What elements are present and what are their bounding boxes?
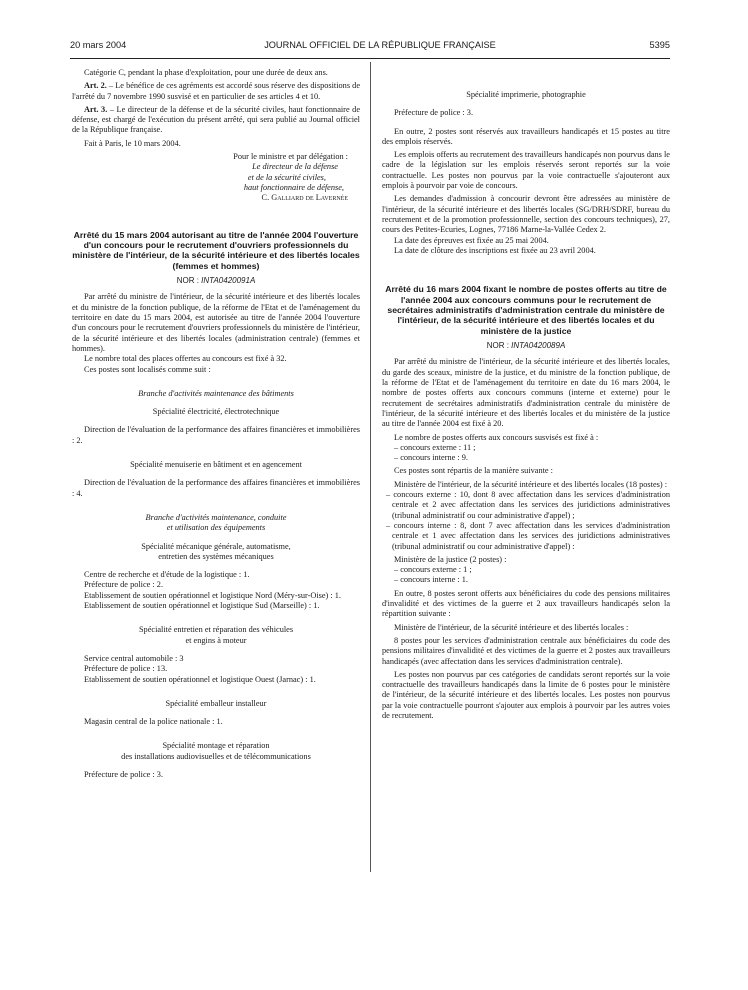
paragraph: Ministère de la justice (2 postes) : — [394, 554, 507, 564]
signature-block — [72, 152, 360, 203]
paragraph: En outre, 8 postes seront offerts aux bénéficiaires du code des pensions militaires d'invalidité et des victimes de la guerre et 2 aux travailleurs handicapés selon la répartition suivante : — [382, 588, 670, 619]
paragraph: Les emplois offerts au recrutement des travailleurs handicapés non pourvus dans le cadre de la législation sur les emplois réservés seront reportés sur la voie contractuelle. Les postes non pourvus par la voie contractuelle s'ajouteront aux emplois à pourvoir par voie de concours. — [382, 150, 670, 191]
paragraph: Ces postes sont localisés comme suit : — [84, 364, 211, 374]
paragraph: Par arrêté du ministre de l'intérieur, de la sécurité intérieure et des libertés locales et du ministre de la fonction publique, de la réforme de l'Etat et de l'aménagement du territoire en date du 15 mars 2004, est autorisée au titre de l'année 2004 l'ouverture d'un concours pour le recrutement d'ouvriers professionnels du ministère de l'intérieur, de la sécurité intérieure et des libertés locales (administration centrale) (femmes et hommes). — [72, 292, 360, 353]
section-heading: Branche d'activités maintenance des bâtiments — [138, 388, 294, 398]
paragraph: Etablissement de soutien opérationnel et logistique Ouest (Jarnac) : 1. — [84, 674, 316, 684]
paragraph: Ministère de l'intérieur, de la sécurité intérieure et des libertés locales : — [394, 622, 629, 632]
specialty-heading: Spécialité emballeur installeur — [165, 698, 267, 708]
page-number: 5395 — [649, 40, 670, 50]
paragraph: Préfecture de police : 3. — [84, 769, 164, 779]
signature-line: Pour le ministre et par délégation : — [233, 152, 348, 162]
journal-title: JOURNAL OFFICIEL DE LA RÉPUBLIQUE FRANÇAISE — [264, 40, 496, 50]
right-column — [382, 68, 670, 721]
nor-label: NOR : — [486, 341, 512, 351]
paragraph: Service central automobile : 3 — [84, 653, 184, 663]
paragraph: Préfecture de police : 13. — [84, 664, 168, 674]
paragraph: Direction de l'évaluation de la performance des affaires financières et immobilières : 2. — [72, 425, 360, 445]
specialty-heading: Spécialité électricité, électrotechnique — [152, 407, 280, 417]
specialty-heading: et engins à moteur — [185, 635, 247, 645]
paragraph: Le nombre total des places offertes au concours est fixé à 32. — [84, 354, 287, 364]
nor-reference — [72, 276, 360, 286]
paragraph: La date des épreuves est fixée au 25 mai 2004. — [394, 235, 549, 245]
section-heading: et utilisation des équipements — [166, 523, 266, 533]
specialty-heading: Spécialité montage et réparation — [162, 741, 270, 751]
paragraph: Ces postes sont répartis de la manière suivante : — [394, 466, 553, 476]
specialty-heading: Spécialité mécanique générale, automatisme, — [141, 541, 291, 551]
list-item: – concours externe : 1 ; — [394, 565, 472, 575]
decree-title: Arrêté du 15 mars 2004 autorisant au titre de l'année 2004 l'ouverture d'un concours pour le recrutement d'ouvriers professionnels du ministère de l'intérieur, de la sécurité intérieure et des libertés locales (femmes et hommes) — [72, 229, 360, 271]
paragraph: Centre de recherche et d'étude de la logistique : 1. — [84, 570, 250, 580]
paragraph: Le nombre de postes offerts aux concours susvisés est fixé à : — [394, 432, 599, 442]
decree-title: Arrêté du 16 mars 2004 fixant le nombre de postes offerts au titre de l'année 2004 aux concours communs pour le recrutement de secrétaires administratifs d'administration centrale du ministère de l'intérieur, de la sécurité intérieure et des libertés locales et du ministère de la justice — [385, 284, 667, 336]
paragraph: Ministère de l'intérieur, de la sécurité intérieure et des libertés locales (18 postes) : — [394, 479, 668, 489]
article-text: – Le bénéfice de ces agréments est accordé sous réserve des dispositions de l'arrêté du 7 novembre 1990 susvisé et en particulier de ses articles 4 et 10. — [72, 81, 360, 101]
list-item: – concours interne : 8, dont 7 avec affectation dans les services d'administration centrale et 1 avec affectation dans les services des juridictions administratives (tribunal administratif ou cour administrative d'appel) : — [386, 520, 670, 551]
article-2 — [72, 81, 360, 102]
paragraph: Magasin central de la police nationale : 1. — [84, 717, 223, 727]
paragraph: Les demandes d'admission à concourir devront être adressées au ministère de l'intérieur, de la sécurité intérieure et des libertés locales (SG/DRH/SDRF, bureau du recrutement et de la promotion professionnelle, section des concours techniques), 27, cours des Petites-Ecuries, Lognes, 77186 Marne-la-Vallée Cedex 2. — [382, 194, 670, 235]
paragraph: Etablissement de soutien opérationnel et logistique Sud (Marseille) : 1. — [84, 601, 320, 611]
specialty-heading: Spécialité imprimerie, photographie — [466, 90, 586, 99]
nor-code: INTA0420091A — [201, 276, 256, 286]
specialty-heading: entretien des systèmes mécaniques — [158, 551, 274, 561]
signature-line: et de la sécurité civiles, — [247, 172, 326, 182]
nor-code: INTA0420089A — [511, 341, 566, 351]
list-item: – concours externe : 10, dont 8 avec affectation dans les services d'administration centrale et 2 avec affectation dans les services des juridictions administratives (tribunal administratif ou cour administrative d'appel) ; — [386, 490, 670, 520]
specialty-heading: Spécialité menuiserie en bâtiment et en agencement — [130, 460, 302, 470]
left-column — [72, 68, 360, 780]
section-heading: Branche d'activités maintenance, conduite — [145, 512, 287, 522]
article-text: – Le directeur de la défense et de la sécurité civiles, haut fonctionnaire de défense, est chargé de l'exécution du présent arrêté, qui sera publié au Journal officiel de la République française. — [72, 104, 360, 135]
page-header — [70, 40, 670, 54]
article-3 — [72, 105, 360, 136]
signatory-name: C. Galliard de Lavernée — [261, 193, 348, 203]
paragraph: Par arrêté du ministre de l'intérieur, de la sécurité intérieure et des libertés locales, du garde des sceaux, ministre de la justice, et du ministre de la fonction publique, de la réforme de l'Etat et de l'aménagement du territoire en date du 16 mars 2004, le nombre de postes offerts aux concours communs (interne et externe) pour le recrutement de secrétaires administratifs d'administration centrale du ministère de l'intérieur, de la sécurité intérieure et des libertés locales et du ministère de la justice au titre de l'année 2004 est fixé à 20. — [382, 357, 670, 429]
column-divider — [370, 62, 371, 872]
list-item: – concours externe : 11 ; — [394, 442, 476, 452]
paragraph: En outre, 2 postes sont réservés aux travailleurs handicapés et 15 postes au titre des emplois réservés. — [382, 126, 670, 146]
list-item: – concours interne : 9. — [394, 453, 468, 463]
article-label: Art. 2. — [84, 81, 107, 91]
paragraph: Préfecture de police : 3. — [394, 108, 474, 118]
specialty-heading: Spécialité entretien et réparation des véhicules — [138, 625, 294, 635]
paragraph: Catégorie C, pendant la phase d'exploitation, pour une durée de deux ans. — [84, 68, 328, 77]
header-rule — [70, 58, 670, 59]
paragraph: La date de clôture des inscriptions est fixée au 23 avril 2004. — [394, 245, 596, 255]
signature-line: Le directeur de la défense — [252, 162, 338, 172]
paragraph: Etablissement de soutien opérationnel et logistique Nord (Méry-sur-Oise) : 1. — [84, 590, 341, 600]
paragraph: Les postes non pourvus par ces catégories de candidats seront reportés sur la voie contractuelle des travailleurs handicapés dans la limite de 6 postes pour le ministère de l'intérieur, de la sécurité intérieure et des libertés locales. Les postes non pourvus par la voie contractuelle pourront s'ajouter aux emplois à pourvoir par les autres voies de recrutement. — [382, 669, 670, 720]
signature-line: haut fonctionnaire de défense, — [243, 182, 344, 192]
header-date: 20 mars 2004 — [70, 40, 127, 50]
paragraph: Direction de l'évaluation de la performance des affaires financières et immobilières : 4. — [72, 478, 360, 498]
paragraph: Préfecture de police : 2. — [84, 580, 164, 590]
signature-date: Fait à Paris, le 10 mars 2004. — [84, 138, 181, 148]
nor-label: NOR : — [176, 276, 202, 286]
paragraph: 8 postes pour les services d'administration centrale aux bénéficiaires du code des pensions militaires d'invalidité et des victimes de la guerre et 2 postes aux travailleurs handicapés (avec affectation dans les services d'administration centrale). — [382, 635, 670, 666]
specialty-heading: des installations audiovisuelles et de télécommunications — [121, 751, 311, 761]
list-item: – concours interne : 1. — [394, 575, 468, 585]
nor-reference — [382, 341, 670, 351]
article-label: Art. 3. — [84, 104, 108, 114]
